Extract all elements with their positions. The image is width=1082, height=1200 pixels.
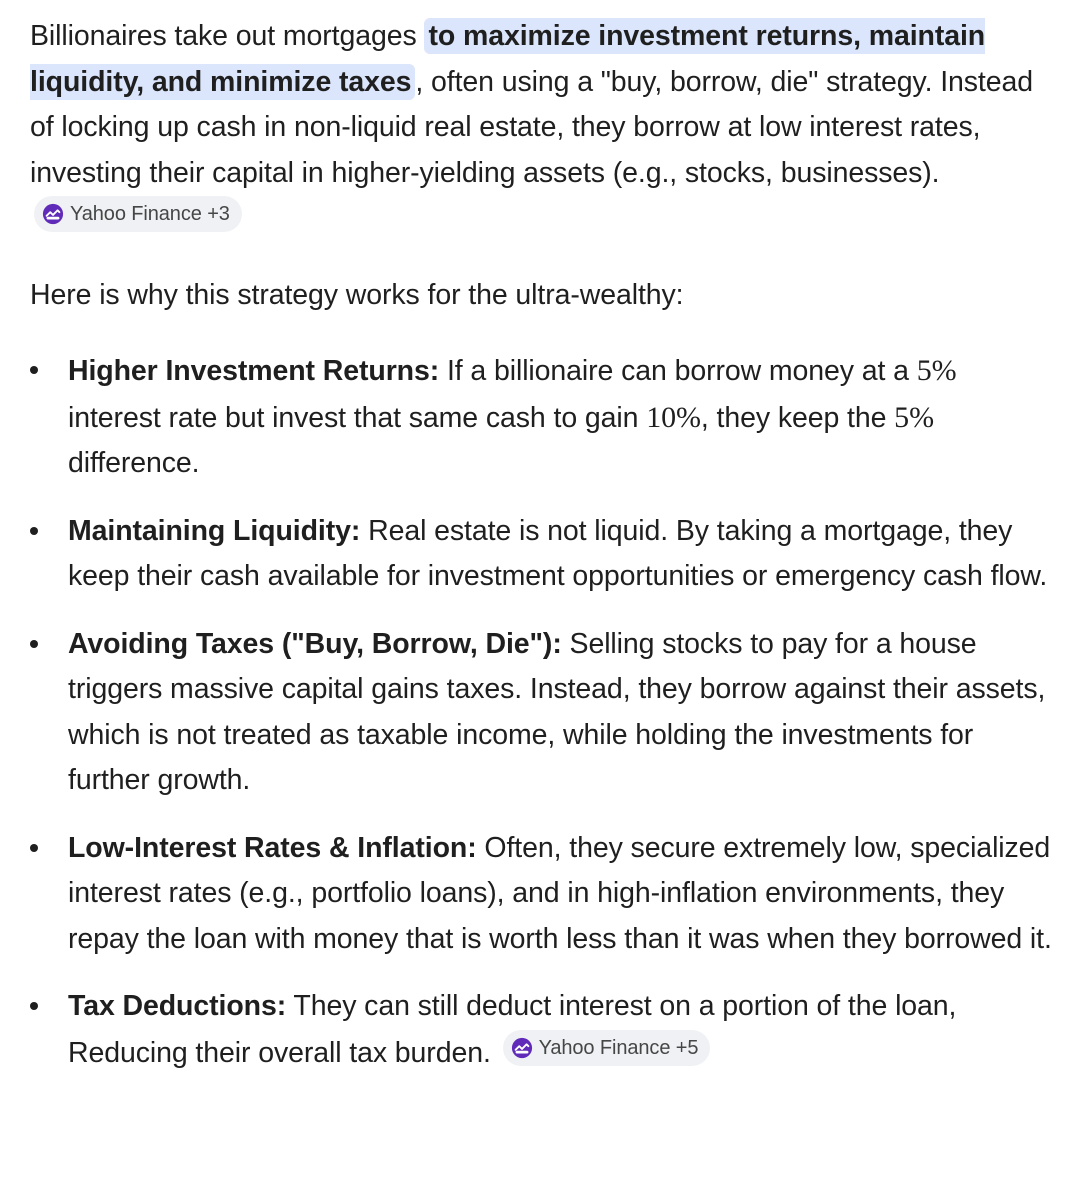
list-item — [30, 622, 1052, 804]
bullet-dot — [30, 844, 38, 852]
source-chip-tax-label: Yahoo Finance +5 — [538, 1036, 699, 1059]
list-item-term: Low-Interest Rates & Inflation: — [68, 831, 477, 864]
source-chip-intro[interactable] — [34, 196, 242, 232]
source-chip-intro-label: Yahoo Finance +3 — [70, 203, 230, 225]
list-item — [30, 984, 1052, 1076]
intro-paragraph — [30, 14, 1052, 243]
source-chip-tax-deductions[interactable] — [503, 1030, 711, 1066]
yahoo-finance-logo-icon — [511, 1037, 533, 1059]
bullet-dot — [30, 640, 38, 648]
intro-highlight[interactable]: to maximize investment returns, maintain liquidity, and minimize taxes — [30, 20, 986, 98]
lead-paragraph: Here is why this strategy works for the ultra-wealthy: — [30, 278, 684, 311]
list-item-text: difference. — [68, 447, 200, 479]
bullet-dot — [30, 1002, 38, 1010]
list-item — [30, 509, 1052, 600]
list-item — [30, 348, 1052, 487]
list-item — [30, 826, 1052, 963]
list-item-term: Maintaining Liquidity: — [68, 514, 361, 547]
list-item-term: Tax Deductions: — [68, 990, 287, 1022]
list-item-text: Real estate is not liquid. By taking a mortgage, they keep their cash available for investment opportunities or emergency cash flow. — [68, 514, 1048, 592]
yahoo-finance-logo-icon — [42, 203, 64, 225]
list-item-term: Higher Investment Returns: — [68, 355, 440, 387]
math-value: 5% — [894, 400, 934, 434]
math-value: 10% — [646, 400, 701, 434]
list-item-text: , they keep the — [700, 401, 895, 434]
list-item-text: interest rate but invest that same cash to gain — [68, 401, 647, 434]
intro-text-after: , often using a "buy, borrow, die" strategy. Instead of locking up cash in non-liquid real estate, they borrow at low interest rates, investing their capital in higher-yielding assets (e.g., stocks, businesses). — [30, 65, 1033, 189]
list-item-text: Selling stocks to pay for a house triggers massive capital gains taxes. Instead, they borrow against their assets, which is not treated as taxable income, while holding the investments for further growth. — [68, 627, 1046, 796]
list-item-text: Often, they secure extremely low, specialized interest rates (e.g., portfolio loans), and in high-inflation environments, they repay the loan with money that is worth less than it was when they borrowed it. — [68, 831, 1052, 955]
list-item-text: If a billionaire can borrow money at a — [439, 355, 917, 387]
list-item-text: They can still deduct interest on a portion of the loan, Reducing their overall tax burden. — [68, 990, 957, 1069]
math-value: 5% — [916, 354, 957, 387]
list-item-term: Avoiding Taxes ("Buy, Borrow, Die"): — [68, 627, 562, 660]
bullet-dot — [30, 366, 38, 374]
bullet-dot — [30, 527, 38, 535]
intro-text-before: Billionaires take out mortgages — [30, 20, 425, 52]
reasons-list — [30, 348, 1052, 1076]
